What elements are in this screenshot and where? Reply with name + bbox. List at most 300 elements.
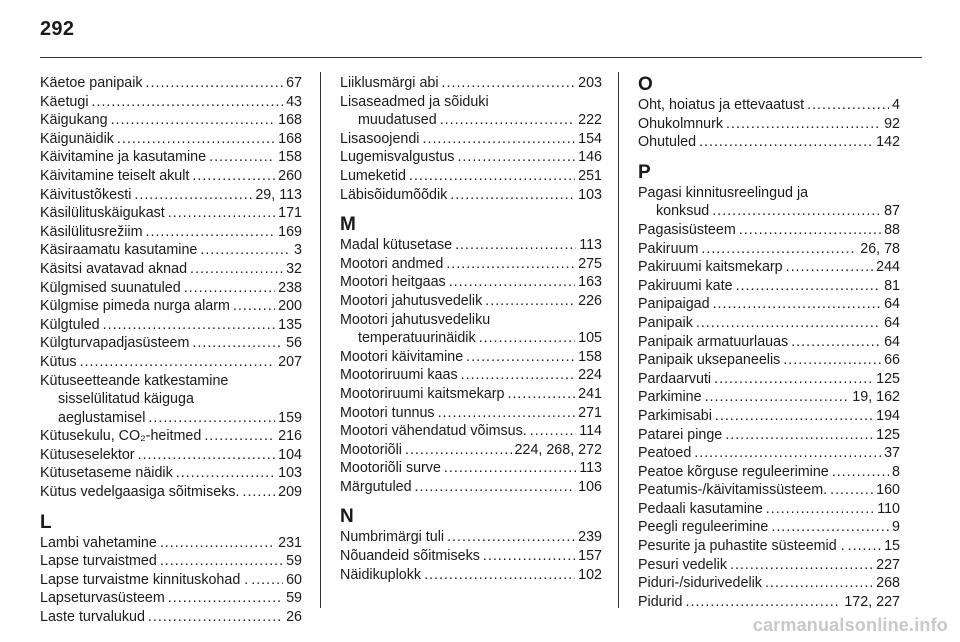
page-reference: 106: [578, 478, 602, 495]
header-rule: [40, 57, 922, 58]
page-reference: 92: [884, 115, 900, 132]
dot-leader: [138, 446, 276, 465]
index-entry: [638, 295, 900, 314]
page-reference: 171: [278, 205, 302, 222]
index-entry: [40, 446, 302, 465]
index-term: Peegli reguleerimine: [638, 519, 769, 536]
dot-leader: [694, 444, 881, 463]
index-entry: [638, 407, 900, 426]
index-term: Pakiruumi kaitsmekarp: [638, 259, 783, 276]
index-entry: [340, 366, 602, 385]
dot-leader: [80, 353, 276, 372]
page-reference: 113: [579, 460, 602, 477]
section-letter: L: [40, 511, 52, 533]
dot-leader: [251, 571, 283, 590]
dot-leader: [160, 534, 275, 553]
index-term: Lisasoojendi: [340, 130, 420, 147]
index-term: Külgmise pimeda nurga alarm: [40, 298, 230, 315]
page-reference: 103: [578, 186, 602, 203]
section-letter: N: [340, 506, 354, 528]
dot-leader: [440, 111, 575, 130]
dot-leader: [713, 295, 882, 314]
index-entry: [40, 74, 302, 93]
index-term: Parkimine: [638, 389, 702, 406]
index-term: Kütuseselektor: [40, 446, 135, 463]
index-term: Mootori jahutusvedelik: [340, 292, 483, 309]
index-entry: [40, 260, 302, 279]
dot-leader: [103, 316, 276, 335]
page-reference: 88: [884, 221, 900, 238]
index-entry: [40, 186, 302, 205]
index-term: Mootoriruumi kaas: [340, 367, 458, 384]
index-entry: [40, 353, 302, 372]
dot-leader: [832, 463, 889, 482]
page-reference: 110: [877, 500, 900, 517]
index-entry: [340, 348, 602, 367]
dot-leader: [485, 292, 575, 311]
dot-leader: [160, 552, 283, 571]
dot-leader: [461, 366, 576, 385]
page-reference: 26, 78: [860, 240, 900, 257]
page-reference: 172, 227: [844, 593, 900, 610]
page-reference: 222: [578, 112, 602, 129]
page-reference: 66: [884, 352, 900, 369]
page-reference: 251: [578, 167, 602, 184]
index-term: Külgtuled: [40, 316, 100, 333]
dot-leader: [168, 589, 283, 608]
index-term: Lisaseadmed ja sõiduki: [340, 93, 489, 110]
index-term: Külgturvapadjasüsteem: [40, 335, 190, 352]
index-term: Panipaigad: [638, 296, 710, 313]
dot-leader: [146, 223, 276, 242]
index-term: Pardaarvuti: [638, 370, 712, 387]
dot-leader: [483, 547, 575, 566]
index-entry: [340, 292, 602, 311]
index-term: aeglustamisel: [58, 409, 146, 426]
dot-leader: [765, 574, 873, 593]
index-term: Lapse turvaistmed: [40, 553, 157, 570]
index-term: Mootoriruumi kaitsmekarp: [340, 385, 505, 402]
index-entry: [40, 279, 302, 298]
page-reference: 67: [286, 75, 302, 91]
index-term: Kütus vedelgaasiga sõitmiseks.: [40, 484, 240, 501]
index-term: Käsitsi avatavad aknad: [40, 260, 188, 277]
column-divider: [320, 72, 321, 608]
index-entry: [340, 478, 602, 497]
index-entry: [638, 593, 900, 612]
dot-leader: [714, 370, 873, 389]
index-entry: [638, 333, 900, 352]
page-reference: 154: [578, 130, 602, 147]
dot-leader: [192, 334, 283, 353]
page-reference: 160: [876, 482, 900, 499]
index-entry: [638, 277, 900, 296]
index-entry: [638, 184, 900, 203]
dot-leader: [455, 236, 576, 255]
column-divider: [618, 72, 619, 608]
index-term: Pesuri vedelik: [638, 556, 727, 573]
dot-leader: [92, 93, 284, 112]
page-reference: 15: [884, 538, 900, 555]
dot-leader: [699, 133, 873, 152]
page-reference: 226: [578, 292, 602, 309]
dot-leader: [192, 167, 275, 186]
index-term: Kütusekulu, CO₂-heitmed: [40, 428, 202, 445]
index-term: Käivitamine teiselt akult: [40, 167, 190, 184]
page-reference: 275: [578, 255, 602, 272]
index-term: Ohukolmnurk: [638, 115, 724, 132]
index-entry: [340, 422, 602, 441]
index-term: Ohutuled: [638, 134, 697, 151]
index-entry: [340, 528, 602, 547]
index-term: Pagasi kinnitusreelingud ja: [638, 184, 809, 201]
page-reference: 26: [286, 609, 302, 626]
dot-leader: [111, 111, 276, 130]
dot-leader: [423, 130, 576, 149]
index-term: Mootori käivitamine: [340, 348, 464, 365]
index-entry: [340, 329, 602, 348]
index-term: Kütuseetteande katkestamine: [40, 372, 229, 389]
index-entry: [340, 273, 602, 292]
index-term: Külgmised suunatuled: [40, 279, 181, 296]
index-entry: [340, 130, 602, 149]
dot-leader: [444, 459, 576, 478]
dot-leader: [783, 351, 881, 370]
index-term: Patarei pinge: [638, 426, 723, 443]
section-letter: M: [340, 214, 356, 236]
index-term: Parkimisabi: [638, 407, 712, 424]
dot-leader: [146, 74, 284, 93]
dot-leader: [507, 385, 575, 404]
page-reference: 43: [286, 93, 302, 110]
index-entry: [638, 240, 900, 259]
dot-leader: [848, 537, 881, 556]
index-entry: [40, 334, 302, 353]
index-entry: [40, 534, 302, 553]
index-term: Peatoed: [638, 445, 692, 462]
page-reference: 231: [278, 534, 302, 551]
index-entry: [40, 167, 302, 186]
dot-leader: [791, 333, 881, 352]
index-term: Näidikuplokk: [340, 566, 422, 583]
index-column-2: [340, 74, 602, 584]
dot-leader: [209, 148, 275, 167]
index-entry: [40, 148, 302, 167]
index-entry: [340, 93, 602, 112]
index-term: Piduri-/sidurivedelik: [638, 575, 762, 592]
index-entry: [40, 464, 302, 483]
index-term: Käsilülitusrežiim: [40, 223, 143, 240]
index-term: Mootoriõli surve: [340, 460, 441, 477]
page-reference: 4: [892, 97, 900, 113]
index-entry: [638, 351, 900, 370]
index-entry: [40, 241, 302, 260]
page-reference: 241: [578, 385, 602, 402]
index-entry: [638, 556, 900, 575]
index-term: Laste turvalukud: [40, 609, 145, 626]
page-reference: 200: [278, 298, 302, 315]
page-reference: 81: [884, 277, 900, 294]
dot-leader: [530, 422, 576, 441]
index-entry: [340, 547, 602, 566]
index-entry: [40, 316, 302, 335]
page-reference: 224, 268, 272: [514, 441, 602, 458]
index-entry: [638, 481, 900, 500]
dot-leader: [466, 348, 575, 367]
page-reference: 135: [278, 316, 302, 333]
index-term: Panipaik uksepaneelis: [638, 352, 781, 369]
page-reference: 125: [876, 426, 900, 443]
index-entry: [340, 566, 602, 585]
page-reference: 56: [286, 335, 302, 352]
page-reference: 142: [876, 134, 900, 151]
page-reference: 114: [579, 423, 602, 440]
page-reference: 8: [892, 463, 900, 480]
index-term: Käivitustõkesti: [40, 186, 132, 203]
dot-leader: [438, 404, 576, 423]
index-entry: [40, 223, 302, 242]
page-number: 292: [40, 18, 75, 40]
index-term: Pakiruum: [638, 240, 699, 257]
index-entry: [638, 314, 900, 333]
index-term: Mootori jahutusvedeliku: [340, 311, 491, 328]
index-term: Mootori tunnus: [340, 404, 435, 421]
index-term: Oht, hoiatus ja ettevaatust: [638, 97, 805, 113]
index-entry: [340, 255, 602, 274]
index-entry: [340, 74, 602, 93]
index-column-3: [638, 74, 900, 611]
index-term: muudatused: [358, 112, 437, 129]
dot-leader: [134, 186, 252, 205]
dot-leader: [696, 314, 881, 333]
dot-leader: [233, 297, 275, 316]
index-term: Pedaali kasutamine: [638, 500, 763, 517]
index-term: Pesurite ja puhastite süsteemid .: [638, 538, 845, 555]
index-term: Lapse turvaistme kinnituskohad .: [40, 571, 249, 588]
dot-leader: [807, 96, 889, 115]
index-term: Peatumis-/käivitamissüsteem.: [638, 482, 828, 499]
page-reference: 244: [876, 259, 900, 276]
index-entry: [340, 186, 602, 205]
page-reference: 239: [578, 529, 602, 546]
page-reference: 29, 113: [255, 186, 302, 203]
index-term: Käsiraamatu kasutamine: [40, 242, 198, 259]
page-reference: 238: [278, 279, 302, 296]
index-term: Madal kütusetase: [340, 237, 453, 254]
index-term: Käigukang: [40, 112, 108, 129]
index-entry: [40, 130, 302, 149]
dot-leader: [712, 202, 881, 221]
index-term: Mootoriõli: [340, 441, 402, 458]
page-reference: 87: [884, 203, 900, 220]
page-reference: 64: [884, 314, 900, 331]
dot-leader: [446, 255, 575, 274]
index-entry: [638, 574, 900, 593]
page-reference: 157: [578, 548, 602, 565]
index-term: Kütusetaseme näidik: [40, 465, 173, 482]
page-reference: 168: [278, 130, 302, 147]
index-entry: [638, 388, 900, 407]
dot-leader: [766, 500, 874, 519]
dot-leader: [176, 464, 275, 483]
index-entry: [340, 236, 602, 255]
dot-leader: [200, 241, 291, 260]
dot-leader: [701, 240, 857, 259]
index-term: Käetoe panipaik: [40, 75, 143, 91]
index-entry: [40, 390, 302, 409]
dot-leader: [424, 566, 575, 585]
index-term: Liiklusmärgi abi: [340, 75, 439, 91]
dot-leader: [184, 279, 275, 298]
index-entry: [638, 370, 900, 389]
index-term: Käigunäidik: [40, 130, 114, 147]
index-entry: [638, 426, 900, 445]
index-term: Käivitamine ja kasutamine: [40, 149, 207, 166]
page-reference: 64: [884, 296, 900, 313]
dot-leader: [725, 426, 873, 445]
page-reference: 207: [278, 353, 302, 370]
index-term: sisselülitatud käiguga: [58, 391, 194, 408]
page-reference: 146: [578, 149, 602, 166]
page-reference: 203: [578, 75, 602, 91]
dot-leader: [242, 483, 275, 502]
page-reference: 158: [278, 149, 302, 166]
index-term: Panipaik: [638, 314, 693, 331]
section-letter: P: [638, 161, 651, 183]
index-term: Märgutuled: [340, 478, 412, 495]
page-reference: 59: [286, 590, 302, 607]
index-term: Kütus: [40, 353, 77, 370]
index-entry: [40, 427, 302, 446]
page-reference: 105: [578, 330, 602, 347]
dot-leader: [447, 528, 575, 547]
index-term: Pidurid: [638, 593, 683, 610]
page-reference: 103: [278, 465, 302, 482]
dot-leader: [415, 478, 576, 497]
page-reference: 9: [892, 519, 900, 536]
index-entry: [340, 385, 602, 404]
page-reference: 159: [278, 409, 302, 426]
page-reference: 125: [876, 370, 900, 387]
index-entry: [340, 404, 602, 423]
index-term: Mootori vähendatud võimsus.: [340, 423, 527, 440]
index-column-1: [40, 74, 302, 627]
index-term: Lumeketid: [340, 167, 406, 184]
dot-leader: [442, 74, 576, 93]
page-reference: 113: [579, 237, 602, 254]
index-term: Panipaik armatuurlauas: [638, 333, 789, 350]
index-entry: [638, 444, 900, 463]
dot-leader: [190, 260, 283, 279]
watermark: carmanualsonline.info: [752, 615, 948, 635]
page-reference: 168: [278, 112, 302, 129]
index-term: Käetugi: [40, 93, 89, 110]
index-term: Peatoe kõrguse reguleerimine: [638, 463, 829, 480]
page-reference: 158: [578, 348, 602, 365]
index-entry: [340, 311, 602, 330]
page-reference: 260: [278, 167, 302, 184]
dot-leader: [771, 518, 889, 537]
page-reference: 102: [578, 566, 602, 583]
index-entry: [340, 148, 602, 167]
index-entry: [40, 409, 302, 428]
page-reference: 268: [876, 575, 900, 592]
index-term: konksud: [656, 203, 710, 220]
index-entry: [638, 96, 900, 115]
index-entry: [638, 500, 900, 519]
index-entry: [638, 463, 900, 482]
index-term: Numbrimärgi tuli: [340, 529, 445, 546]
page-reference: 209: [278, 484, 302, 501]
dot-leader: [405, 441, 512, 460]
index-entry: [40, 297, 302, 316]
page-reference: 163: [578, 274, 602, 291]
dot-leader: [168, 204, 275, 223]
dot-leader: [204, 427, 275, 446]
index-term: Mootori andmed: [340, 255, 444, 272]
index-term: temperatuurinäidik: [358, 330, 476, 347]
dot-leader: [730, 556, 873, 575]
index-entry: [40, 589, 302, 608]
dot-leader: [409, 167, 575, 186]
page-reference: 64: [884, 333, 900, 350]
index-entry: [638, 537, 900, 556]
index-entry: [340, 111, 602, 130]
page-reference: 104: [278, 446, 302, 463]
index-term: Mootori heitgaas: [340, 274, 446, 291]
index-entry: [340, 167, 602, 186]
page-reference: 194: [876, 407, 900, 424]
index-term: Pakiruumi kate: [638, 277, 733, 294]
dot-leader: [715, 407, 873, 426]
index-entry: [40, 571, 302, 590]
index-entry: [40, 204, 302, 223]
index-entry: [40, 483, 302, 502]
index-entry: [40, 552, 302, 571]
index-term: Läbisõidumõõdik: [340, 186, 448, 203]
page-reference: 224: [578, 367, 602, 384]
index-term: Pagasisüsteem: [638, 221, 736, 238]
dot-leader: [786, 258, 874, 277]
dot-leader: [148, 409, 275, 428]
index-term: Lugemisvalgustus: [340, 149, 455, 166]
section-letter: O: [638, 74, 653, 95]
index-entry: [40, 93, 302, 112]
index-term: Käsilülituskäigukast: [40, 205, 165, 222]
dot-leader: [830, 481, 873, 500]
page-reference: 271: [578, 404, 602, 421]
page-reference: 216: [278, 428, 302, 445]
dot-leader: [686, 593, 842, 612]
dot-leader: [479, 329, 576, 348]
dot-leader: [726, 115, 881, 134]
index-entry: [638, 518, 900, 537]
page-reference: 169: [278, 223, 302, 240]
index-entry: [638, 133, 900, 152]
dot-leader: [736, 277, 882, 296]
page-reference: 37: [884, 445, 900, 462]
dot-leader: [705, 388, 850, 407]
page-reference: 60: [286, 571, 302, 588]
dot-leader: [450, 186, 575, 205]
index-entry: [40, 372, 302, 391]
index-term: Lambi vahetamine: [40, 534, 157, 551]
dot-leader: [148, 608, 283, 627]
index-entry: [638, 202, 900, 221]
index-entry: [40, 111, 302, 130]
index-entry: [638, 115, 900, 134]
index-term: Lapseturvasüsteem: [40, 590, 165, 607]
